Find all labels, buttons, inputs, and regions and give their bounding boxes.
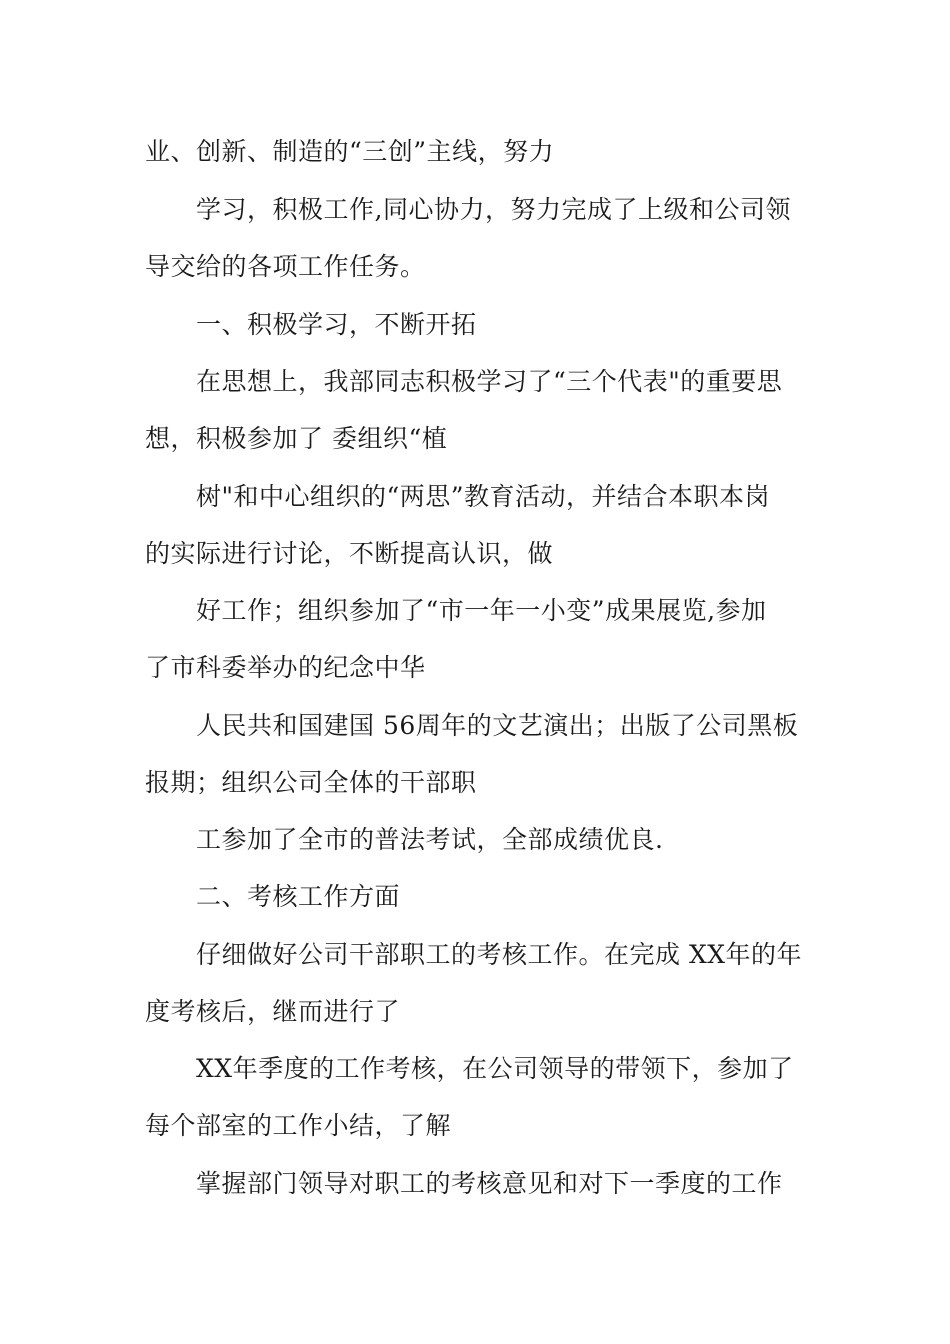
- text-line: 掌握部门领导对职工的考核意见和对下一季度的工作: [196, 1169, 783, 1198]
- text-line: 报期；组织公司全体的干部职: [145, 768, 477, 797]
- section-heading: 一、积极学习，不断开拓: [196, 310, 477, 339]
- text-line: 树"和中心组织的“两思”教育活动，并结合本职本岗: [196, 482, 771, 511]
- section-heading: 二、考核工作方面: [196, 882, 401, 911]
- text-line: 想，积极参加了 委组织“植: [145, 424, 448, 453]
- text-line: 学习，积极工作,同心协力，努力完成了上级和公司领: [196, 195, 791, 224]
- text-line: 每个部室的工作小结，了解: [145, 1111, 452, 1140]
- text-line: 仔细做好公司干部职工的考核工作。在完成 XX年的年: [196, 940, 803, 969]
- text-line: 工参加了全市的普法考试，全部成绩优良.: [196, 825, 664, 854]
- text-line: 在思想上，我部同志积极学习了“三个代表"的重要思: [196, 367, 783, 396]
- text-line: 的实际进行讨论，不断提高认识，做: [145, 539, 554, 568]
- text-line: 导交给的各项工作任务。: [145, 252, 426, 281]
- text-line: 度考核后，继而进行了: [145, 997, 401, 1026]
- text-line: 好工作；组织参加了“市一年一小变”成果展览,参加: [196, 596, 767, 625]
- text-line: 业、创新、制造的“三创”主线，努力: [145, 137, 555, 166]
- text-line: 了市科委举办的纪念中华: [145, 653, 426, 682]
- text-line: 人民共和国建国 56周年的文艺演出；出版了公司黑板: [196, 711, 799, 740]
- text-line: XX年季度的工作考核，在公司领导的带领下，参加了: [196, 1054, 794, 1083]
